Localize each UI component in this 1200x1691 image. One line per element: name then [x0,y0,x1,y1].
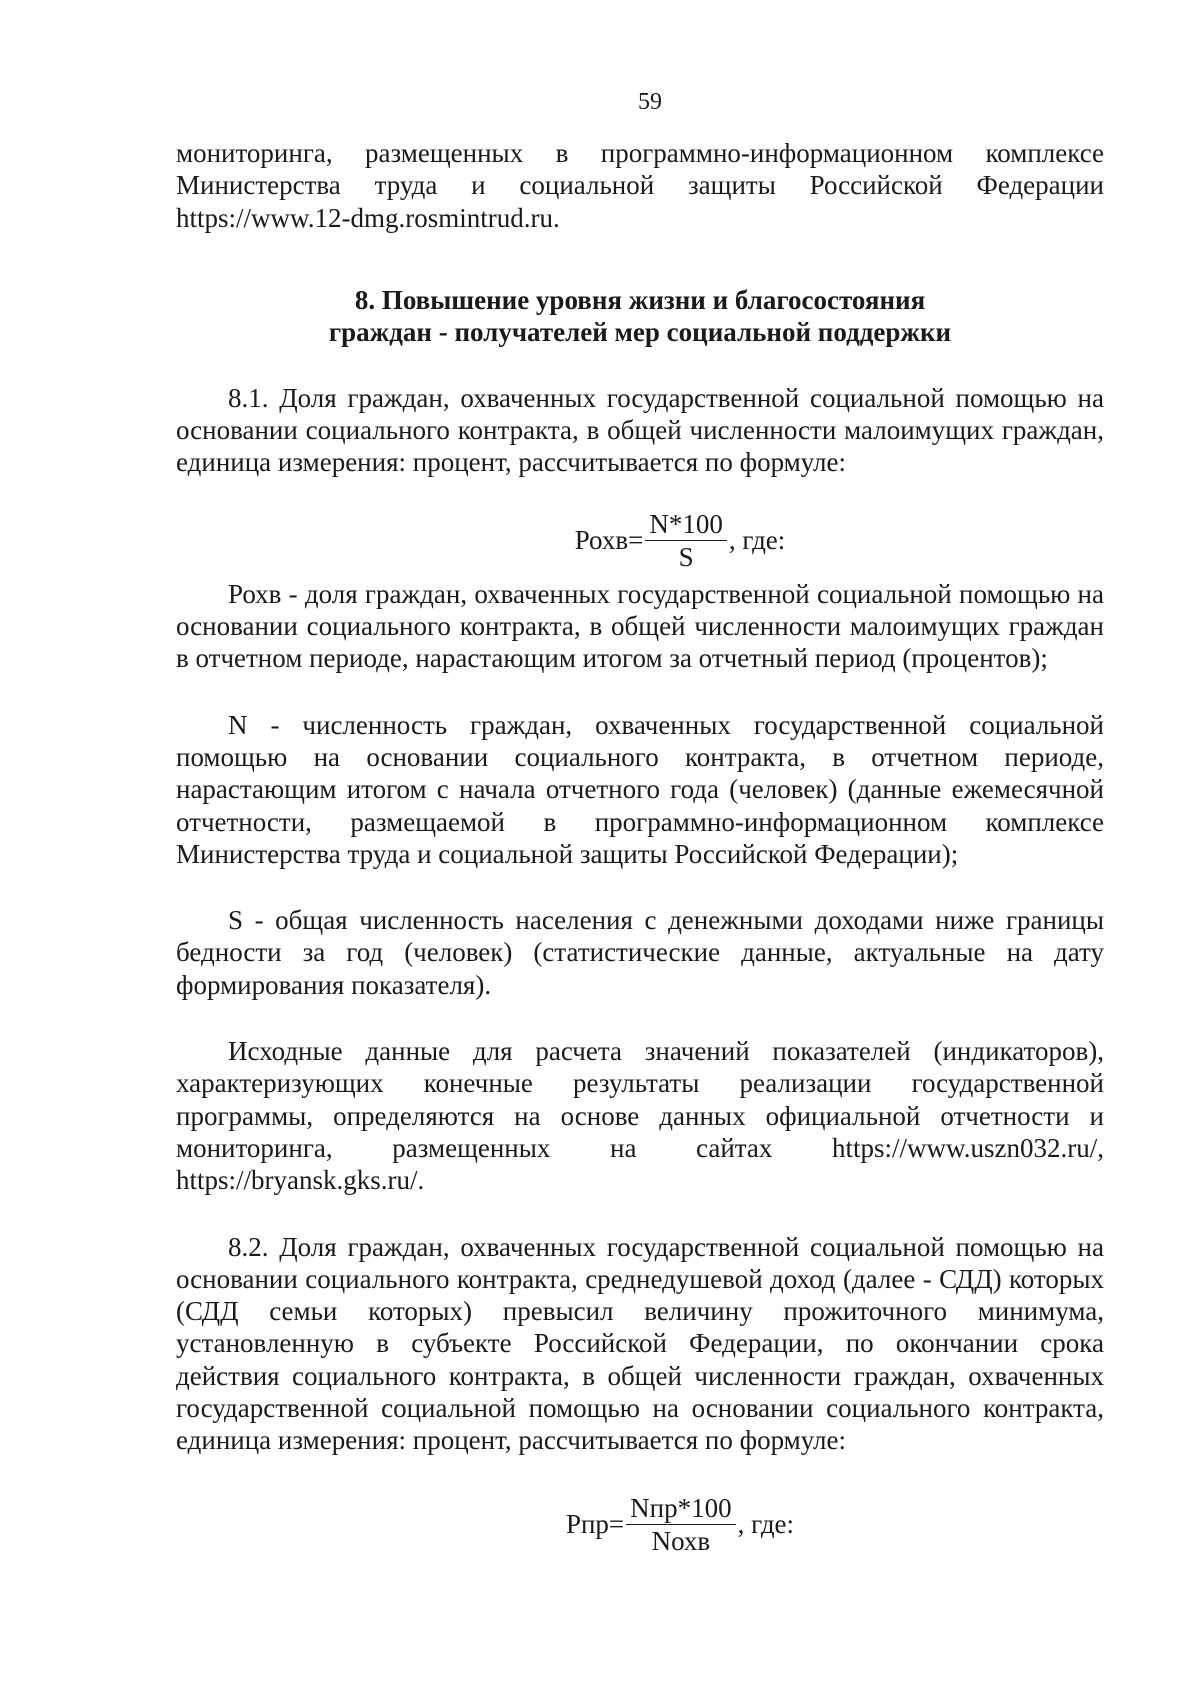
formula-rohv-denominator: S [678,541,694,572]
section-heading-line-2: граждан - получателей мер социальной поддержки [328,316,952,347]
formula-rohv-fraction [645,509,727,572]
formula-rpr-denominator: Nохв [651,1525,711,1556]
intro-paragraph: мониторинга, размещенных в программно-информационном комплексе Министерства труда и социальной защиты Российской Федерации https://www.12-dmg.rosmintrud.ru. [176,138,1104,233]
formula-rohv [176,509,1104,572]
formula-rpr-suffix: , где: [737,1509,795,1540]
formula-rpr-lhs: Рпр= [565,1509,625,1540]
section-heading [176,284,1104,348]
formula-rpr-fraction [626,1493,735,1556]
formula-rohv-suffix: , где: [728,525,786,556]
formula-rohv-numerator: N*100 [645,509,727,541]
paragraph-8-1: 8.1. Доля граждан, охваченных государственной социальной помощью на основании социального контракта, в общей численности малоимущих граждан, единица измерения: процент, рассчитывается по формуле: [176,382,1104,478]
formula-rpr [176,1493,1104,1556]
page-number: 59 [638,89,662,115]
section-heading-line-1: 8. Повышение уровня жизни и благосостояния [354,284,926,315]
formula-rpr-numerator: Nпр*100 [626,1493,735,1525]
definition-s: S - общая численность населения с денежными доходами ниже границы бедности за год (человек) (статистические данные, актуальные на дату формирования показателя). [176,905,1104,1000]
page-content [176,137,1104,1556]
formula-rohv-lhs: Рохв= [574,525,644,556]
definition-n: N - численность граждан, охваченных государственной социальной помощью на основании социального контракта, в отчетном периоде, нарастающим итогом с начала отчетного года (человек) (данные ежемесячной отчетности, размещаемой в программно-информационном комплексе Министерства труда и социальной защиты Российской Федерации); [176,709,1104,869]
definition-rohv: Рохв - доля граждан, охваченных государственной социальной помощью на основании социального контракта, в общей численности малоимущих граждан в отчетном периоде, нарастающим итогом за отчетный период (процентов); [176,578,1104,674]
paragraph-8-2: 8.2. Доля граждан, охваченных государственной социальной помощью на основании социального контракта, среднедушевой доход (далее - СДД) которых (СДД семьи которых) превысил величину прожиточного минимума, установленную в субъекте Российской Федерации, по окончании срока действия социального контракта, в общей численности граждан, охваченных государственной социальной помощью на основании социального контракта, единица измерения: процент, рассчитывается по формуле: [176,1231,1104,1456]
source-paragraph: Исходные данные для расчета значений показателей (индикаторов), характеризующих конечные результаты реализации государственной программы, определяются на основе данных официальной отчетности и мониторинга, размещенных на сайтах https://www.uszn032.ru/, https://bryansk.gks.ru/. [176,1036,1104,1196]
